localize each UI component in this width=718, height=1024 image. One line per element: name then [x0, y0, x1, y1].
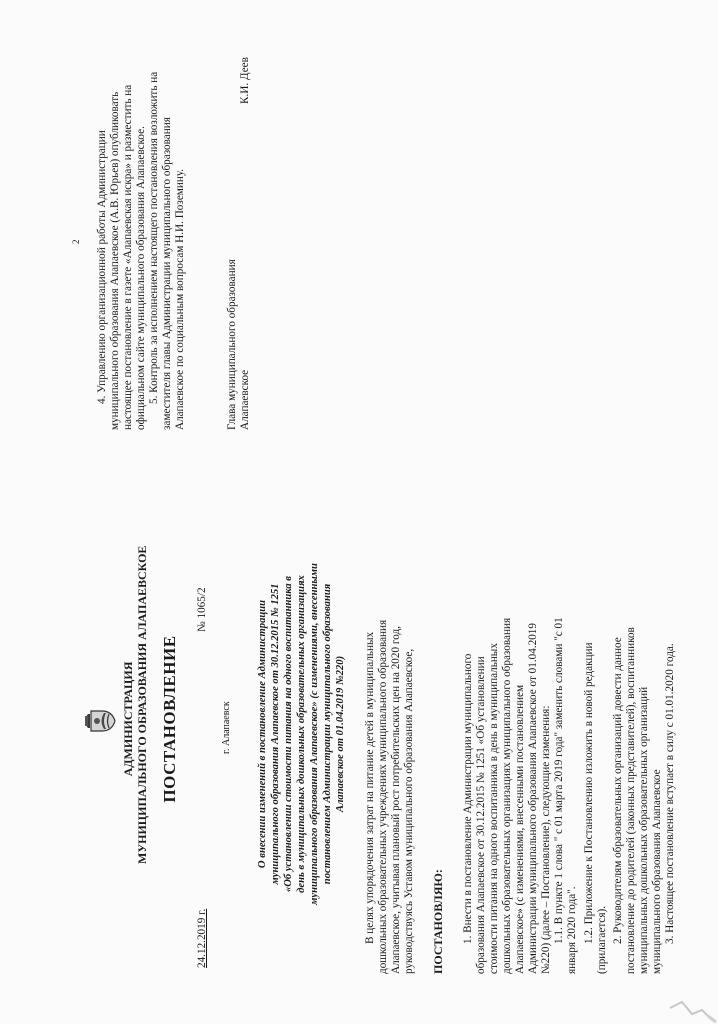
preamble-line: В целях упорядочения затрат на питание детей в муниципальных — [364, 631, 376, 944]
page-number: 2 — [71, 239, 81, 244]
body-line: муниципальных дошкольных образовательных организаций — [638, 686, 650, 974]
subject-line: «Об установлении стоимости питания на одного воспитанника в — [283, 575, 294, 893]
preamble-line: дошкольных образовательных учреждениях муниципального образования — [377, 619, 389, 974]
body-line: стоимости питания на одного воспитанника в день в муниципальных — [488, 643, 500, 974]
body-line: образования Алапаевское от 30.12.2015 № 1251 «Об установлении — [475, 656, 487, 974]
subject-line: Алапаевское от 01.04.2019 №220) — [335, 655, 346, 813]
body-line: января 2020 года". — [566, 886, 578, 974]
body-line: Администрации муниципального образования Алапаевское от 01.04.2019 — [527, 623, 539, 974]
document-title: ПОСТАНОВЛЕНИЕ — [160, 635, 179, 803]
signatory-role: Глава муниципального образования — [226, 259, 238, 430]
signatory-role-municipality: Алапаевское — [239, 369, 251, 430]
document-city: г. Алапаевск — [221, 701, 232, 754]
body-line: 4. Управлению организационной работы Администрации — [96, 130, 108, 404]
preamble-line: руководствуясь Уставом муниципального образования Алапаевское, — [403, 648, 415, 974]
header-municipality: МУНИЦИПАЛЬНОГО ОБРАЗОВАНИЯ АЛАПАЕВСКОЕ — [135, 545, 149, 864]
body-line: 2. Руководителям образовательных организаций довести данное — [612, 637, 624, 944]
decree-word: ПОСТАНОВЛЯЮ: — [431, 869, 445, 974]
body-line: муниципального образования Алапаевское (А.В. Юрьев) опубликовать — [109, 91, 121, 430]
body-line: Алапаевское по социальным вопросам Н.И. Поземину. — [174, 168, 186, 430]
body-line: официальном сайте муниципального образования Алапаевское. — [135, 126, 147, 430]
subject-line: О внесении изменений в постановление Администрации — [257, 599, 268, 869]
body-line: 5. Контроль за исполнением настоящего постановления возложить на — [148, 71, 160, 404]
body-line: 1.2. Приложение к Постановлению изложить в новой редакции — [583, 642, 595, 944]
subject-line: постановлением Администрации муниципального образования — [322, 583, 333, 885]
body-line: дошкольных образовательных организациях муниципального образования — [501, 617, 513, 974]
body-line: Алапаевское» (с изменениями, внесенными постановлением — [514, 684, 526, 974]
body-line: муниципального образования Алапаевское — [651, 769, 663, 974]
document-number: № 1065/2 — [196, 587, 208, 632]
preamble-line: Алапаевское, учитывая плановый рост потребительских цен на 2020 год, — [390, 626, 402, 974]
body-line: 3. Настоящее постановление вступает в силу с 01.01.2020 года. — [664, 643, 676, 944]
body-line: №220) (далее – Постановление), следующие изменения: — [540, 705, 552, 974]
subject-line: муниципального образования Алапаевское от 30.12.2015 № 1251 — [270, 583, 281, 885]
coat-of-arms-emblem — [82, 708, 116, 734]
body-line: (прилагается). — [596, 905, 608, 974]
body-line: 1. Внести в постановление Администрации муниципального — [462, 653, 474, 944]
signatory-name: К.И. Деев — [239, 57, 251, 104]
body-line: настоящее постановление в газете «Алапаевская искра» и разместить на — [122, 84, 134, 430]
scan-artifact — [662, 986, 718, 1024]
subject-line: день в муниципальных дошкольных образовательных организациях — [296, 575, 307, 893]
subject-line: муниципального образования Алапаевское» (с изменениями, внесенными — [309, 563, 320, 905]
header-administration: АДМИНИСТРАЦИЯ — [121, 661, 135, 777]
body-line: постановление до родителей (законных представителей), воспитанников — [625, 627, 637, 974]
body-line: 1.1. В пункте 1 слова " с 01 марта 2019 года" заменить словами "с 01 — [553, 617, 565, 944]
document-date: 24.12.2019 г. — [196, 908, 208, 968]
body-line: заместителя главы Администрации муниципального образования — [161, 117, 173, 430]
